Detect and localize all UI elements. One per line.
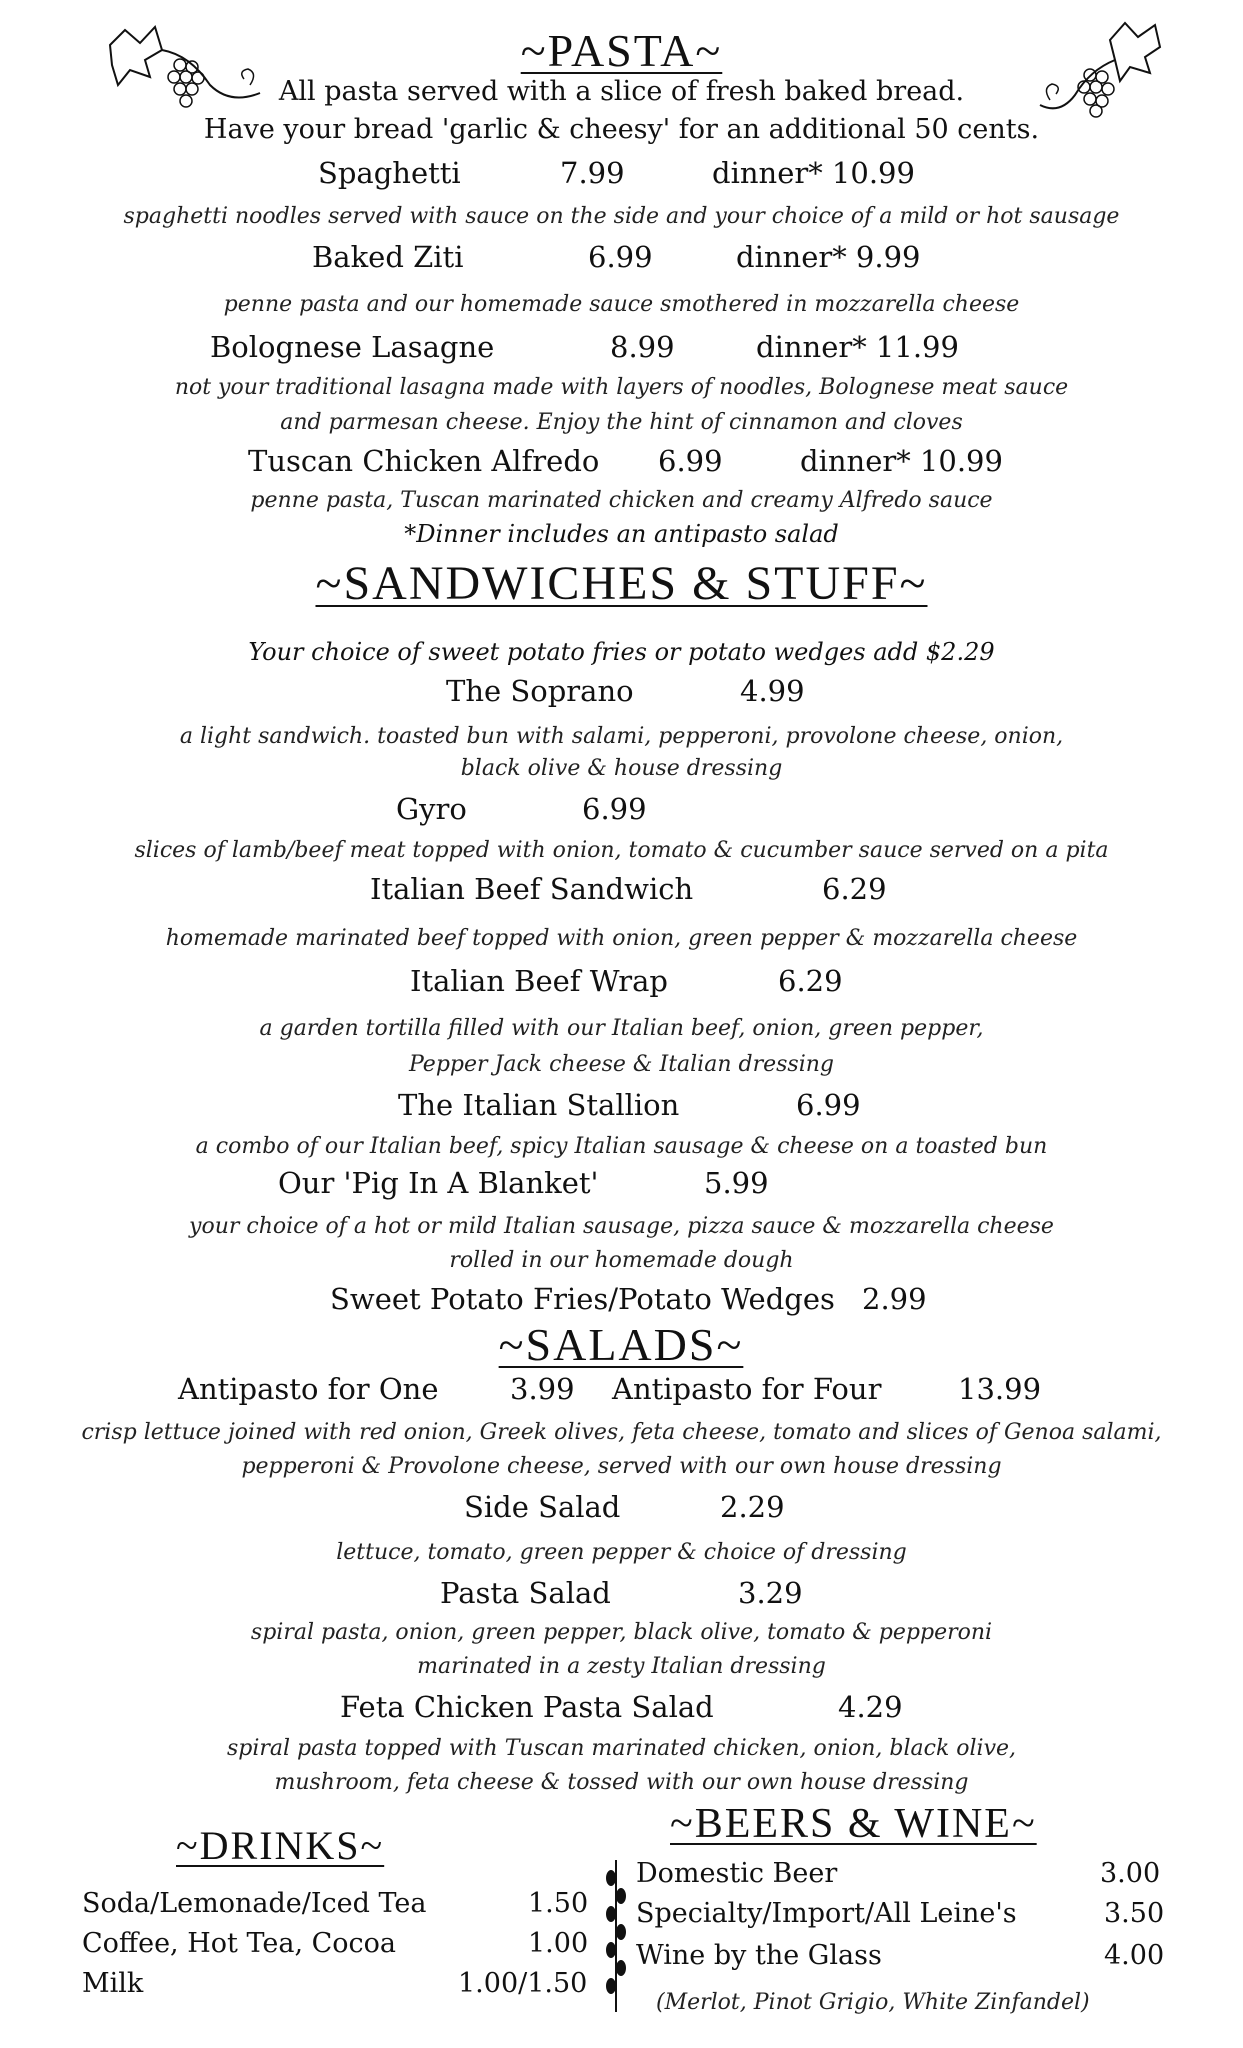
menu-item-price: 6.29	[822, 872, 887, 906]
menu-item-description: spaghetti noodles served with sauce on the side and your choice of a mild or hot sausage	[123, 204, 1120, 229]
beer-price: 4.00	[1104, 1940, 1165, 1971]
beer-price: 3.50	[1104, 1898, 1165, 1929]
drinks-title: ~DRINKS~	[176, 1823, 385, 1868]
menu-item-name: Our 'Pig In A Blanket'	[278, 1166, 599, 1200]
menu-item-price: 6.99	[588, 240, 653, 274]
antipasto-one-price: 3.99	[510, 1372, 575, 1406]
menu-item-description: black olive & house dressing	[460, 756, 783, 781]
beers-title: ~BEERS & WINE~	[670, 1801, 1037, 1847]
vine-divider-icon	[604, 1858, 628, 2014]
antipasto-four-name: Antipasto for Four	[612, 1372, 882, 1406]
drink-name: Milk	[82, 1968, 144, 1999]
menu-item-price: 4.99	[740, 674, 805, 708]
beer-price: 3.00	[1100, 1858, 1161, 1889]
menu-item-dinner-price: dinner* 10.99	[712, 156, 915, 190]
menu-item-name: Side Salad	[464, 1490, 621, 1524]
menu-item-description: penne pasta and our homemade sauce smothered in mozzarella cheese	[223, 292, 1020, 317]
menu-item-name: Pasta Salad	[440, 1576, 611, 1610]
pasta-intro-2: Have your bread 'garlic & cheesy' for an additional 50 cents.	[203, 114, 1040, 145]
drink-price: 1.50	[528, 1888, 589, 1919]
menu-item-price: 8.99	[610, 330, 675, 364]
menu-item-name: Baked Ziti	[312, 240, 464, 274]
menu-item-name: Spaghetti	[318, 156, 461, 190]
menu-item-name: Bolognese Lasagne	[210, 330, 495, 364]
antipasto-four-price: 13.99	[958, 1372, 1042, 1406]
menu-item-dinner-price: dinner* 11.99	[756, 330, 959, 364]
menu-item-price: 6.99	[582, 792, 647, 826]
menu-item-description: and parmesan cheese. Enjoy the hint of cinnamon and cloves	[280, 410, 963, 435]
menu-item-price: 6.29	[778, 964, 843, 998]
menu-item-price: 3.29	[738, 1576, 803, 1610]
drink-price: 1.00	[528, 1928, 589, 1959]
menu-item-name: Tuscan Chicken Alfredo	[248, 444, 600, 478]
menu-item-description: pepperoni & Provolone cheese, served with our own house dressing	[241, 1454, 1002, 1479]
pasta-intro-1: All pasta served with a slice of fresh baked bread.	[278, 76, 965, 107]
menu-item-name: The Italian Stallion	[398, 1088, 680, 1122]
menu-item-description: spiral pasta topped with Tuscan marinated chicken, onion, black olive,	[226, 1736, 1017, 1761]
menu-item-name: Sweet Potato Fries/Potato Wedges	[330, 1282, 835, 1316]
menu-item-price: 6.99	[658, 444, 723, 478]
menu-item-name: Italian Beef Wrap	[410, 964, 668, 998]
menu-item-name: Italian Beef Sandwich	[370, 872, 694, 906]
menu-item-name: The Soprano	[446, 674, 634, 708]
pasta-title: ~PASTA~	[520, 25, 723, 76]
menu-item-price: 6.99	[796, 1088, 861, 1122]
salads-title: ~SALADS~	[451, 1318, 791, 1371]
menu-item-description: your choice of a hot or mild Italian sausage, pizza sauce & mozzarella cheese	[189, 1214, 1054, 1239]
beer-name: Domestic Beer	[636, 1858, 838, 1889]
menu-item-description: not your traditional lasagna made with layers of noodles, Bolognese meat sauce	[174, 375, 1069, 400]
menu-item-description: crisp lettuce joined with red onion, Greek olives, feta cheese, tomato and slices of Genoa salami,	[81, 1420, 1162, 1445]
menu-item-price: 7.99	[560, 156, 625, 190]
beer-name: Wine by the Glass	[636, 1940, 882, 1971]
menu-item-description: slices of lamb/beef meat topped with onion, tomato & cucumber sauce served on a pita	[134, 838, 1109, 863]
wine-note: (Merlot, Pinot Grigio, White Zinfandel)	[656, 1990, 1090, 2015]
drink-name: Coffee, Hot Tea, Cocoa	[82, 1928, 396, 1959]
menu-item-name: Feta Chicken Pasta Salad	[340, 1690, 714, 1724]
menu-item-description: rolled in our homemade dough	[449, 1248, 794, 1273]
menu-item-description: spiral pasta, onion, green pepper, black olive, tomato & pepperoni	[250, 1620, 993, 1645]
menu-item-description: marinated in a zesty Italian dressing	[417, 1654, 826, 1679]
dinner-footnote: *Dinner includes an antipasto salad	[404, 520, 839, 548]
menu-item-dinner-price: dinner* 10.99	[800, 444, 1003, 478]
menu-item-name: Gyro	[396, 792, 467, 826]
sandwiches-intro: Your choice of sweet potato fries or potato wedges add $2.29	[248, 638, 995, 666]
menu-item-description: mushroom, feta cheese & tossed with our own house dressing	[274, 1770, 969, 1795]
menu-item-price: 2.29	[720, 1490, 785, 1524]
menu-item-price: 4.29	[838, 1690, 903, 1724]
antipasto-one-name: Antipasto for One	[178, 1372, 439, 1406]
menu-item-dinner-price: dinner* 9.99	[736, 240, 921, 274]
menu-item-description: a light sandwich. toasted bun with salami, pepperoni, provolone cheese, onion,	[179, 724, 1064, 749]
menu-item-description: lettuce, tomato, green pepper & choice of dressing	[336, 1540, 907, 1565]
drink-name: Soda/Lemonade/Iced Tea	[82, 1888, 427, 1919]
drink-price: 1.00/1.50	[458, 1968, 588, 1999]
sandwiches-title: ~SANDWICHES & STUFF~	[315, 557, 928, 610]
menu-item-description: a combo of our Italian beef, spicy Italian sausage & cheese on a toasted bun	[195, 1134, 1048, 1159]
menu-item-description: penne pasta, Tuscan marinated chicken and creamy Alfredo sauce	[250, 488, 993, 513]
menu-item-description: homemade marinated beef topped with onion, green pepper & mozzarella cheese	[165, 926, 1078, 951]
beer-name: Specialty/Import/All Leine's	[636, 1898, 1017, 1929]
menu-item-price: 2.99	[862, 1282, 927, 1316]
menu-item-description: a garden tortilla filled with our Italian beef, onion, green pepper,	[259, 1016, 984, 1041]
menu-item-price: 5.99	[704, 1166, 769, 1200]
menu-item-description: Pepper Jack cheese & Italian dressing	[408, 1052, 834, 1077]
